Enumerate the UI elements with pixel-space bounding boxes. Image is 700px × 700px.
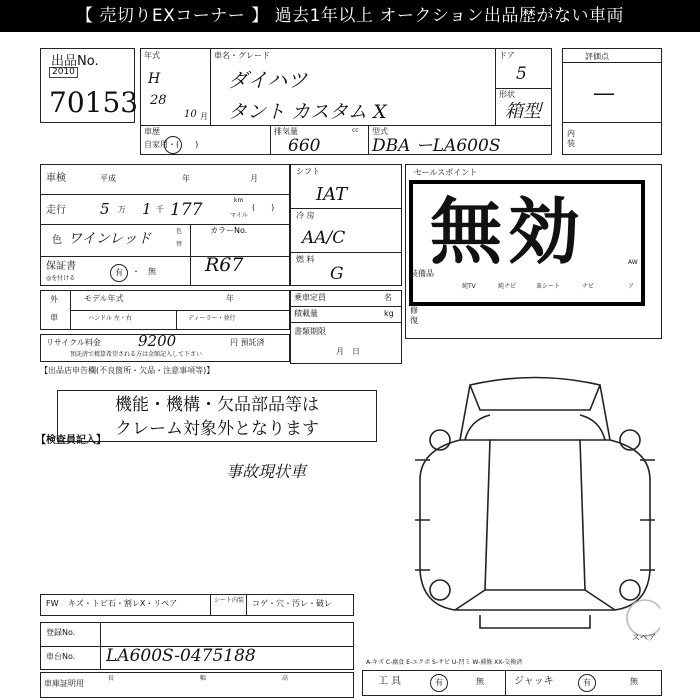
capacity-label: 乗車定員 <box>294 293 326 302</box>
load-label: 積載量 <box>294 309 318 318</box>
history-circle <box>164 136 182 154</box>
equip-item: 革シート <box>536 283 561 290</box>
fuel-value: G <box>330 264 344 284</box>
mileage-sen-unit: 千 <box>156 205 164 214</box>
spare-label: スペア <box>632 633 656 642</box>
cert-long: 長 <box>108 675 115 682</box>
seller-note: 【出品店申告欄(不良箇所・欠品・注意事項等)】 <box>40 366 215 375</box>
chassis-label: 車台No. <box>46 652 76 661</box>
cert-box <box>40 672 354 698</box>
shift-label: シフト <box>296 167 320 176</box>
recycle-value: 9200 <box>138 332 177 350</box>
mileage-paren: ( ) <box>252 203 275 212</box>
warranty-no: 無 <box>148 267 156 276</box>
displacement-value: 660 <box>288 136 321 156</box>
banner-title: 【 売切りEXコーナー 】 過去1年以上 オークション出品歴がない車両 <box>0 0 700 32</box>
displacement-unit: cc <box>352 127 359 134</box>
jack-no: 無 <box>630 677 638 686</box>
jack-yes: 有 <box>578 674 596 692</box>
warranty-sub: ◎を付ける <box>46 275 76 282</box>
fuel-label: 燃 料 <box>296 255 315 264</box>
recycle-label: リサイクル料金 <box>46 338 101 347</box>
mileage-sen-value: 1 <box>142 200 152 218</box>
year-label: 年式 <box>144 51 160 60</box>
lot-stamp: 2010 <box>49 67 78 78</box>
warranty-yes-wrap <box>110 264 128 282</box>
tools-yes: 有 <box>430 674 448 692</box>
recycle-note: 預託済で精算希望される方は金額記入して下さい <box>70 351 203 358</box>
year-era: H <box>148 71 161 87</box>
score-label: 評価点 <box>585 52 609 61</box>
foreign-label-a: 外 <box>50 295 58 304</box>
displacement-label: 排気量 <box>274 127 298 136</box>
tools-label: 工 具 <box>378 676 402 687</box>
name-label: 車名・グレード <box>214 51 270 60</box>
mileage-man-unit: 万 <box>118 205 126 214</box>
fw-desc2: コゲ・穴・汚レ・破レ <box>252 599 332 608</box>
type-value: DBA ーLA600S <box>372 136 501 156</box>
mileage-label: 走行 <box>46 205 66 216</box>
claim-line-2: クレーム対象外となります <box>115 419 319 439</box>
fw-seat: シート内装 <box>214 597 245 604</box>
car-roof <box>485 440 585 590</box>
ac-label: 冷 房 <box>296 211 315 220</box>
color-value: ワインレッド <box>68 231 152 247</box>
score-value: — <box>593 81 615 106</box>
claim-line-1: 機能・機構・欠品部品等は <box>115 395 319 415</box>
foreign-dealer: ディーラー・並行 <box>188 315 236 322</box>
cert-label: 車庫証明用 <box>44 679 84 688</box>
shift-value: IAT <box>316 184 348 205</box>
fw-label: FW <box>46 599 59 608</box>
spare-tire-circle <box>627 600 660 636</box>
equip-item: AW <box>628 259 638 266</box>
shape-label: 形状 <box>499 90 515 99</box>
color-note-b: 替 <box>176 241 183 248</box>
jack-label: ジャッキ <box>514 676 554 687</box>
inspection-era: 平成 <box>100 174 116 183</box>
warranty-sep: ・ <box>132 267 140 276</box>
year-month-unit: 月 <box>200 112 208 121</box>
shape-value: 箱型 <box>505 101 541 122</box>
ac-value: AA/C <box>302 228 346 248</box>
mileage-mile-unit: マイル <box>230 212 248 219</box>
door-label: ドア <box>499 51 515 60</box>
shift-box <box>290 164 402 286</box>
docs-label: 書類期限 <box>294 327 326 336</box>
car-maker: ダイハツ <box>228 68 308 92</box>
inspection-label: 車検 <box>46 173 66 184</box>
mileage-man-value: 5 <box>100 200 110 218</box>
reg-label: 登録No. <box>46 628 76 637</box>
damage-codes: A-キズ C-腐食 E-エクボ S-サビ U-凹ミ W-補修 XX-交換済 <box>366 659 523 666</box>
docs-unit: 月 日 <box>336 347 360 356</box>
equip-item: ア <box>628 283 635 290</box>
colorno-label: カラーNo. <box>210 226 248 235</box>
fw-desc: キズ・トビ石・割レX・リペア <box>68 599 178 608</box>
car-model: タント カスタム X <box>228 101 387 123</box>
type-label: 型式 <box>372 127 388 136</box>
warranty-label: 保証書 <box>46 261 76 272</box>
equip-item: 純TV <box>462 283 476 290</box>
selling-label: セールスポイント <box>414 168 478 177</box>
void-stamp: 無効 <box>430 190 587 274</box>
load-unit: kg <box>384 309 394 318</box>
jack-yes-wrap <box>578 674 596 692</box>
car-outline <box>420 378 650 611</box>
equip-label: 装備品 <box>410 269 434 278</box>
cert-width: 幅 <box>200 675 207 682</box>
score-box <box>562 48 662 155</box>
foreign-model-year: モデル年式 <box>84 294 124 303</box>
color-label: 色 <box>52 235 62 246</box>
capacity-unit: 名 <box>384 293 392 302</box>
equip-item: 純ナビ <box>498 283 517 290</box>
inspection-year: 年 <box>182 174 190 183</box>
foreign-handle: ハンドル 左・右 <box>88 315 132 322</box>
mileage-rest-value: 177 <box>170 200 203 220</box>
equip-item: ナビ <box>582 283 595 290</box>
inspector-label: 【検査員記入】 <box>36 435 106 446</box>
year-value: 28 <box>150 93 167 108</box>
door-value: 5 <box>516 64 527 84</box>
color-note-a: 色 <box>176 228 183 235</box>
lot-number: 70153 <box>49 86 139 119</box>
tools-box <box>362 670 662 696</box>
rehab-label: 修復 <box>410 306 418 325</box>
history-label: 車歴 <box>144 127 160 136</box>
interior-label: 内装 <box>567 129 575 148</box>
tools-yes-wrap <box>430 674 448 692</box>
warranty-yes: 有 <box>110 264 128 282</box>
tools-no: 無 <box>476 677 484 686</box>
inspection-month: 月 <box>250 174 258 183</box>
foreign-year: 年 <box>226 294 234 303</box>
colorno-value: R67 <box>205 254 244 276</box>
chassis-value: LA600S-0475188 <box>106 646 256 666</box>
year-month: 10 <box>184 109 197 120</box>
lot-number-box <box>40 48 139 123</box>
equip-list <box>452 258 660 298</box>
lot-label: 出品No. <box>51 54 99 69</box>
recycle-unit: 円 預託済 <box>230 338 265 347</box>
car-diagram <box>410 370 660 640</box>
accident-note: 事故現状車 <box>226 462 307 481</box>
history-options: 自家用・( ) <box>144 140 199 149</box>
foreign-label-b: 車 <box>50 313 58 322</box>
mileage-km-unit: km <box>234 197 244 204</box>
cert-height: 高 <box>282 675 289 682</box>
